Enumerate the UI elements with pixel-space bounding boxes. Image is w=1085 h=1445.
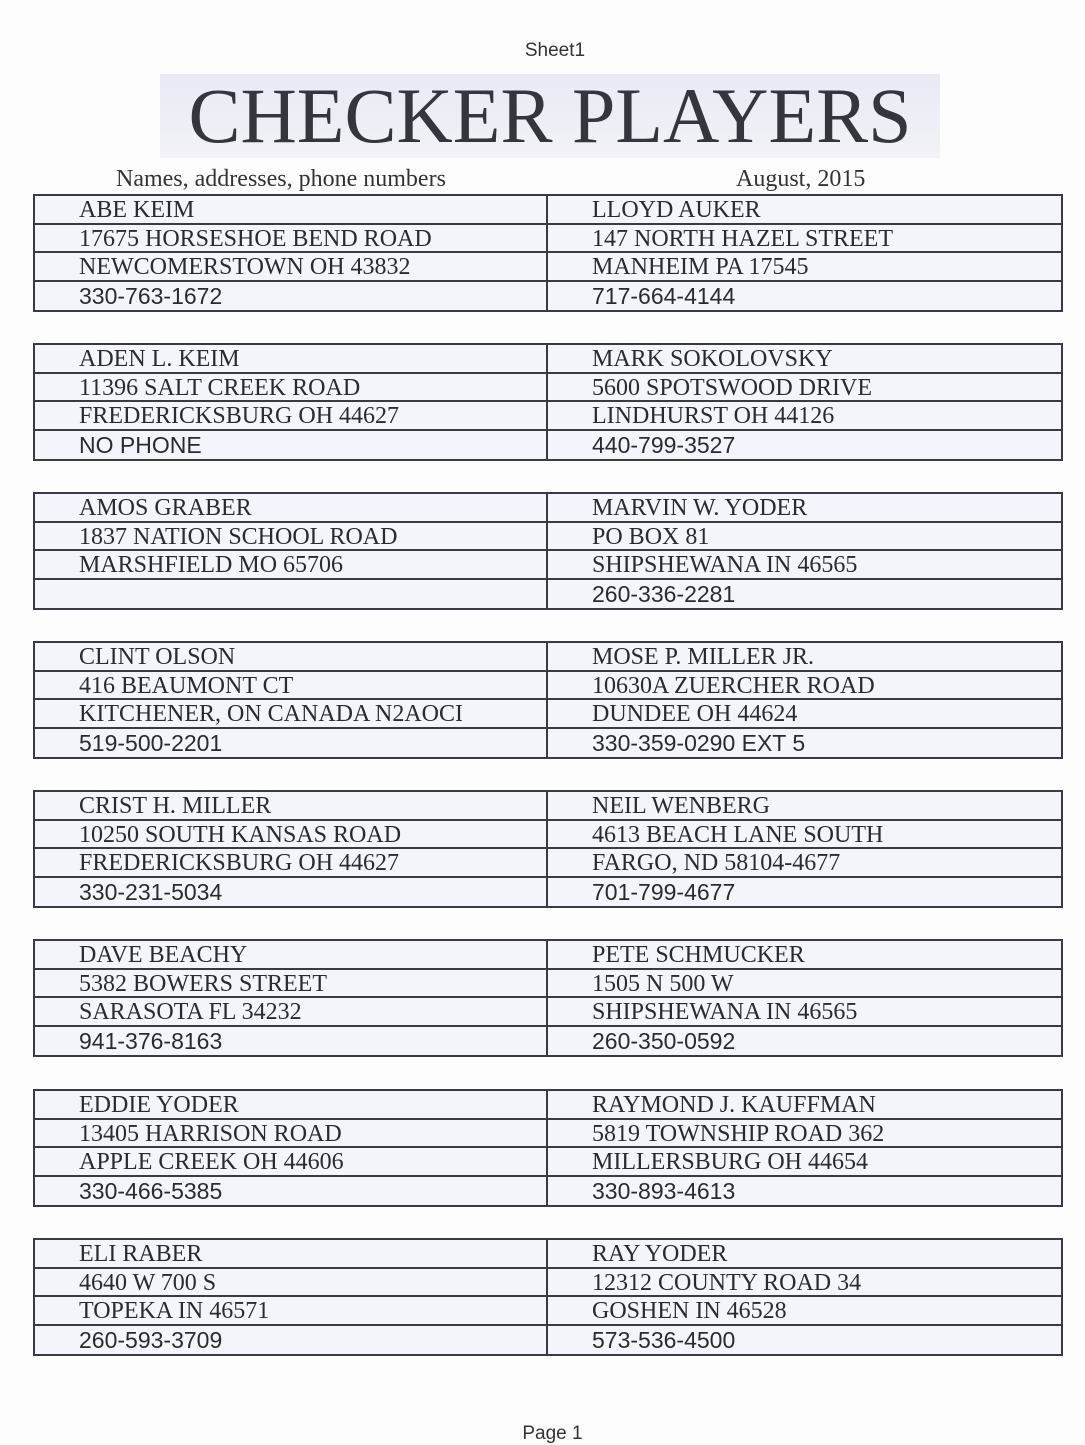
player-name: RAY YODER: [548, 1240, 1061, 1269]
player-block: [33, 194, 1063, 312]
player-entry-right: [548, 792, 1061, 906]
player-block: [33, 1089, 1063, 1207]
player-name: DAVE BEACHY: [35, 941, 546, 970]
player-phone: 260-593-3709: [79, 1326, 223, 1353]
player-address: 5600 SPOTSWOOD DRIVE: [548, 374, 1061, 403]
player-block: [33, 641, 1063, 759]
player-phone: 260-336-2281: [592, 580, 736, 607]
player-name: ELI RABER: [35, 1240, 546, 1269]
player-entry-right: [548, 494, 1061, 608]
player-address: 147 NORTH HAZEL STREET: [548, 225, 1061, 254]
player-name: CRIST H. MILLER: [35, 792, 546, 821]
player-phone: 573-536-4500: [592, 1326, 736, 1353]
player-phone: 440-799-3527: [592, 431, 736, 458]
player-name: MARK SOKOLOVSKY: [548, 345, 1061, 374]
player-entry-right: [548, 196, 1061, 310]
player-phone: 717-664-4144: [592, 282, 736, 309]
player-address: 1505 N 500 W: [548, 970, 1061, 999]
player-entry-left: [35, 643, 548, 757]
player-city: GOSHEN IN 46528: [548, 1297, 1061, 1326]
page-title: CHECKER PLAYERS: [160, 74, 940, 158]
player-name: NEIL WENBERG: [548, 792, 1061, 821]
player-name: RAYMOND J. KAUFFMAN: [548, 1091, 1061, 1120]
subtitle-description: Names, addresses, phone numbers: [116, 166, 446, 192]
player-address: 4640 W 700 S: [35, 1269, 546, 1298]
player-city: DUNDEE OH 44624: [548, 700, 1061, 729]
player-phone: NO PHONE: [79, 431, 202, 458]
player-name: PETE SCHMUCKER: [548, 941, 1061, 970]
player-city: FARGO, ND 58104-4677: [548, 849, 1061, 878]
player-address: 10630A ZUERCHER ROAD: [548, 672, 1061, 701]
player-city: LINDHURST OH 44126: [548, 402, 1061, 431]
page-number: Page 1: [522, 1423, 583, 1444]
player-block: [33, 492, 1063, 610]
player-entry-left: [35, 345, 548, 459]
player-phone: 330-466-5385: [79, 1177, 223, 1204]
player-name: MARVIN W. YODER: [548, 494, 1061, 523]
player-name: ABE KEIM: [35, 196, 546, 225]
player-entry-right: [548, 941, 1061, 1055]
player-city: KITCHENER, ON CANADA N2AOCI: [35, 700, 546, 729]
player-address: 10250 SOUTH KANSAS ROAD: [35, 821, 546, 850]
player-city: SHIPSHEWANA IN 46565: [548, 551, 1061, 580]
player-address: 17675 HORSESHOE BEND ROAD: [35, 225, 546, 254]
player-phone: 330-893-4613: [592, 1177, 736, 1204]
player-entry-left: [35, 1240, 548, 1354]
player-entry-left: [35, 196, 548, 310]
player-entry-left: [35, 1091, 548, 1205]
player-phone: 701-799-4677: [592, 878, 736, 905]
player-entry-right: [548, 1240, 1061, 1354]
player-city: SARASOTA FL 34232: [35, 998, 546, 1027]
player-address: 1837 NATION SCHOOL ROAD: [35, 523, 546, 552]
player-city: MILLERSBURG OH 44654: [548, 1148, 1061, 1177]
player-city: MARSHFIELD MO 65706: [35, 551, 546, 580]
player-city: NEWCOMERSTOWN OH 43832: [35, 253, 546, 282]
player-name: LLOYD AUKER: [548, 196, 1061, 225]
player-phone: 941-376-8163: [79, 1027, 223, 1054]
player-address: 12312 COUNTY ROAD 34: [548, 1269, 1061, 1298]
player-address: 5819 TOWNSHIP ROAD 362: [548, 1120, 1061, 1149]
player-entry-left: [35, 941, 548, 1055]
player-phone: 260-350-0592: [592, 1027, 736, 1054]
player-address: PO BOX 81: [548, 523, 1061, 552]
player-entry-right: [548, 1091, 1061, 1205]
player-address: 13405 HARRISON ROAD: [35, 1120, 546, 1149]
player-city: FREDERICKSBURG OH 44627: [35, 849, 546, 878]
player-block: [33, 790, 1063, 908]
player-name: EDDIE YODER: [35, 1091, 546, 1120]
player-name: CLINT OLSON: [35, 643, 546, 672]
player-block: [33, 939, 1063, 1057]
subtitle-date: August, 2015: [736, 166, 866, 192]
player-entry-left: [35, 494, 548, 608]
player-address: 5382 BOWERS STREET: [35, 970, 546, 999]
player-entry-right: [548, 345, 1061, 459]
player-block: [33, 343, 1063, 461]
player-address: 11396 SALT CREEK ROAD: [35, 374, 546, 403]
player-phone: 330-231-5034: [79, 878, 223, 905]
player-entry-right: [548, 643, 1061, 757]
player-block: [33, 1238, 1063, 1356]
player-city: MANHEIM PA 17545: [548, 253, 1061, 282]
player-name: AMOS GRABER: [35, 494, 546, 523]
player-city: APPLE CREEK OH 44606: [35, 1148, 546, 1177]
player-city: FREDERICKSBURG OH 44627: [35, 402, 546, 431]
player-phone: 519-500-2201: [79, 729, 223, 756]
player-entry-left: [35, 792, 548, 906]
player-city: TOPEKA IN 46571: [35, 1297, 546, 1326]
player-name: MOSE P. MILLER JR.: [548, 643, 1061, 672]
sheet-label: Sheet1: [524, 40, 586, 61]
player-city: SHIPSHEWANA IN 46565: [548, 998, 1061, 1027]
player-name: ADEN L. KEIM: [35, 345, 546, 374]
player-phone: 330-763-1672: [79, 282, 223, 309]
player-address: 4613 BEACH LANE SOUTH: [548, 821, 1061, 850]
player-address: 416 BEAUMONT CT: [35, 672, 546, 701]
player-phone: 330-359-0290 EXT 5: [592, 729, 806, 756]
player-phone: [35, 580, 546, 609]
